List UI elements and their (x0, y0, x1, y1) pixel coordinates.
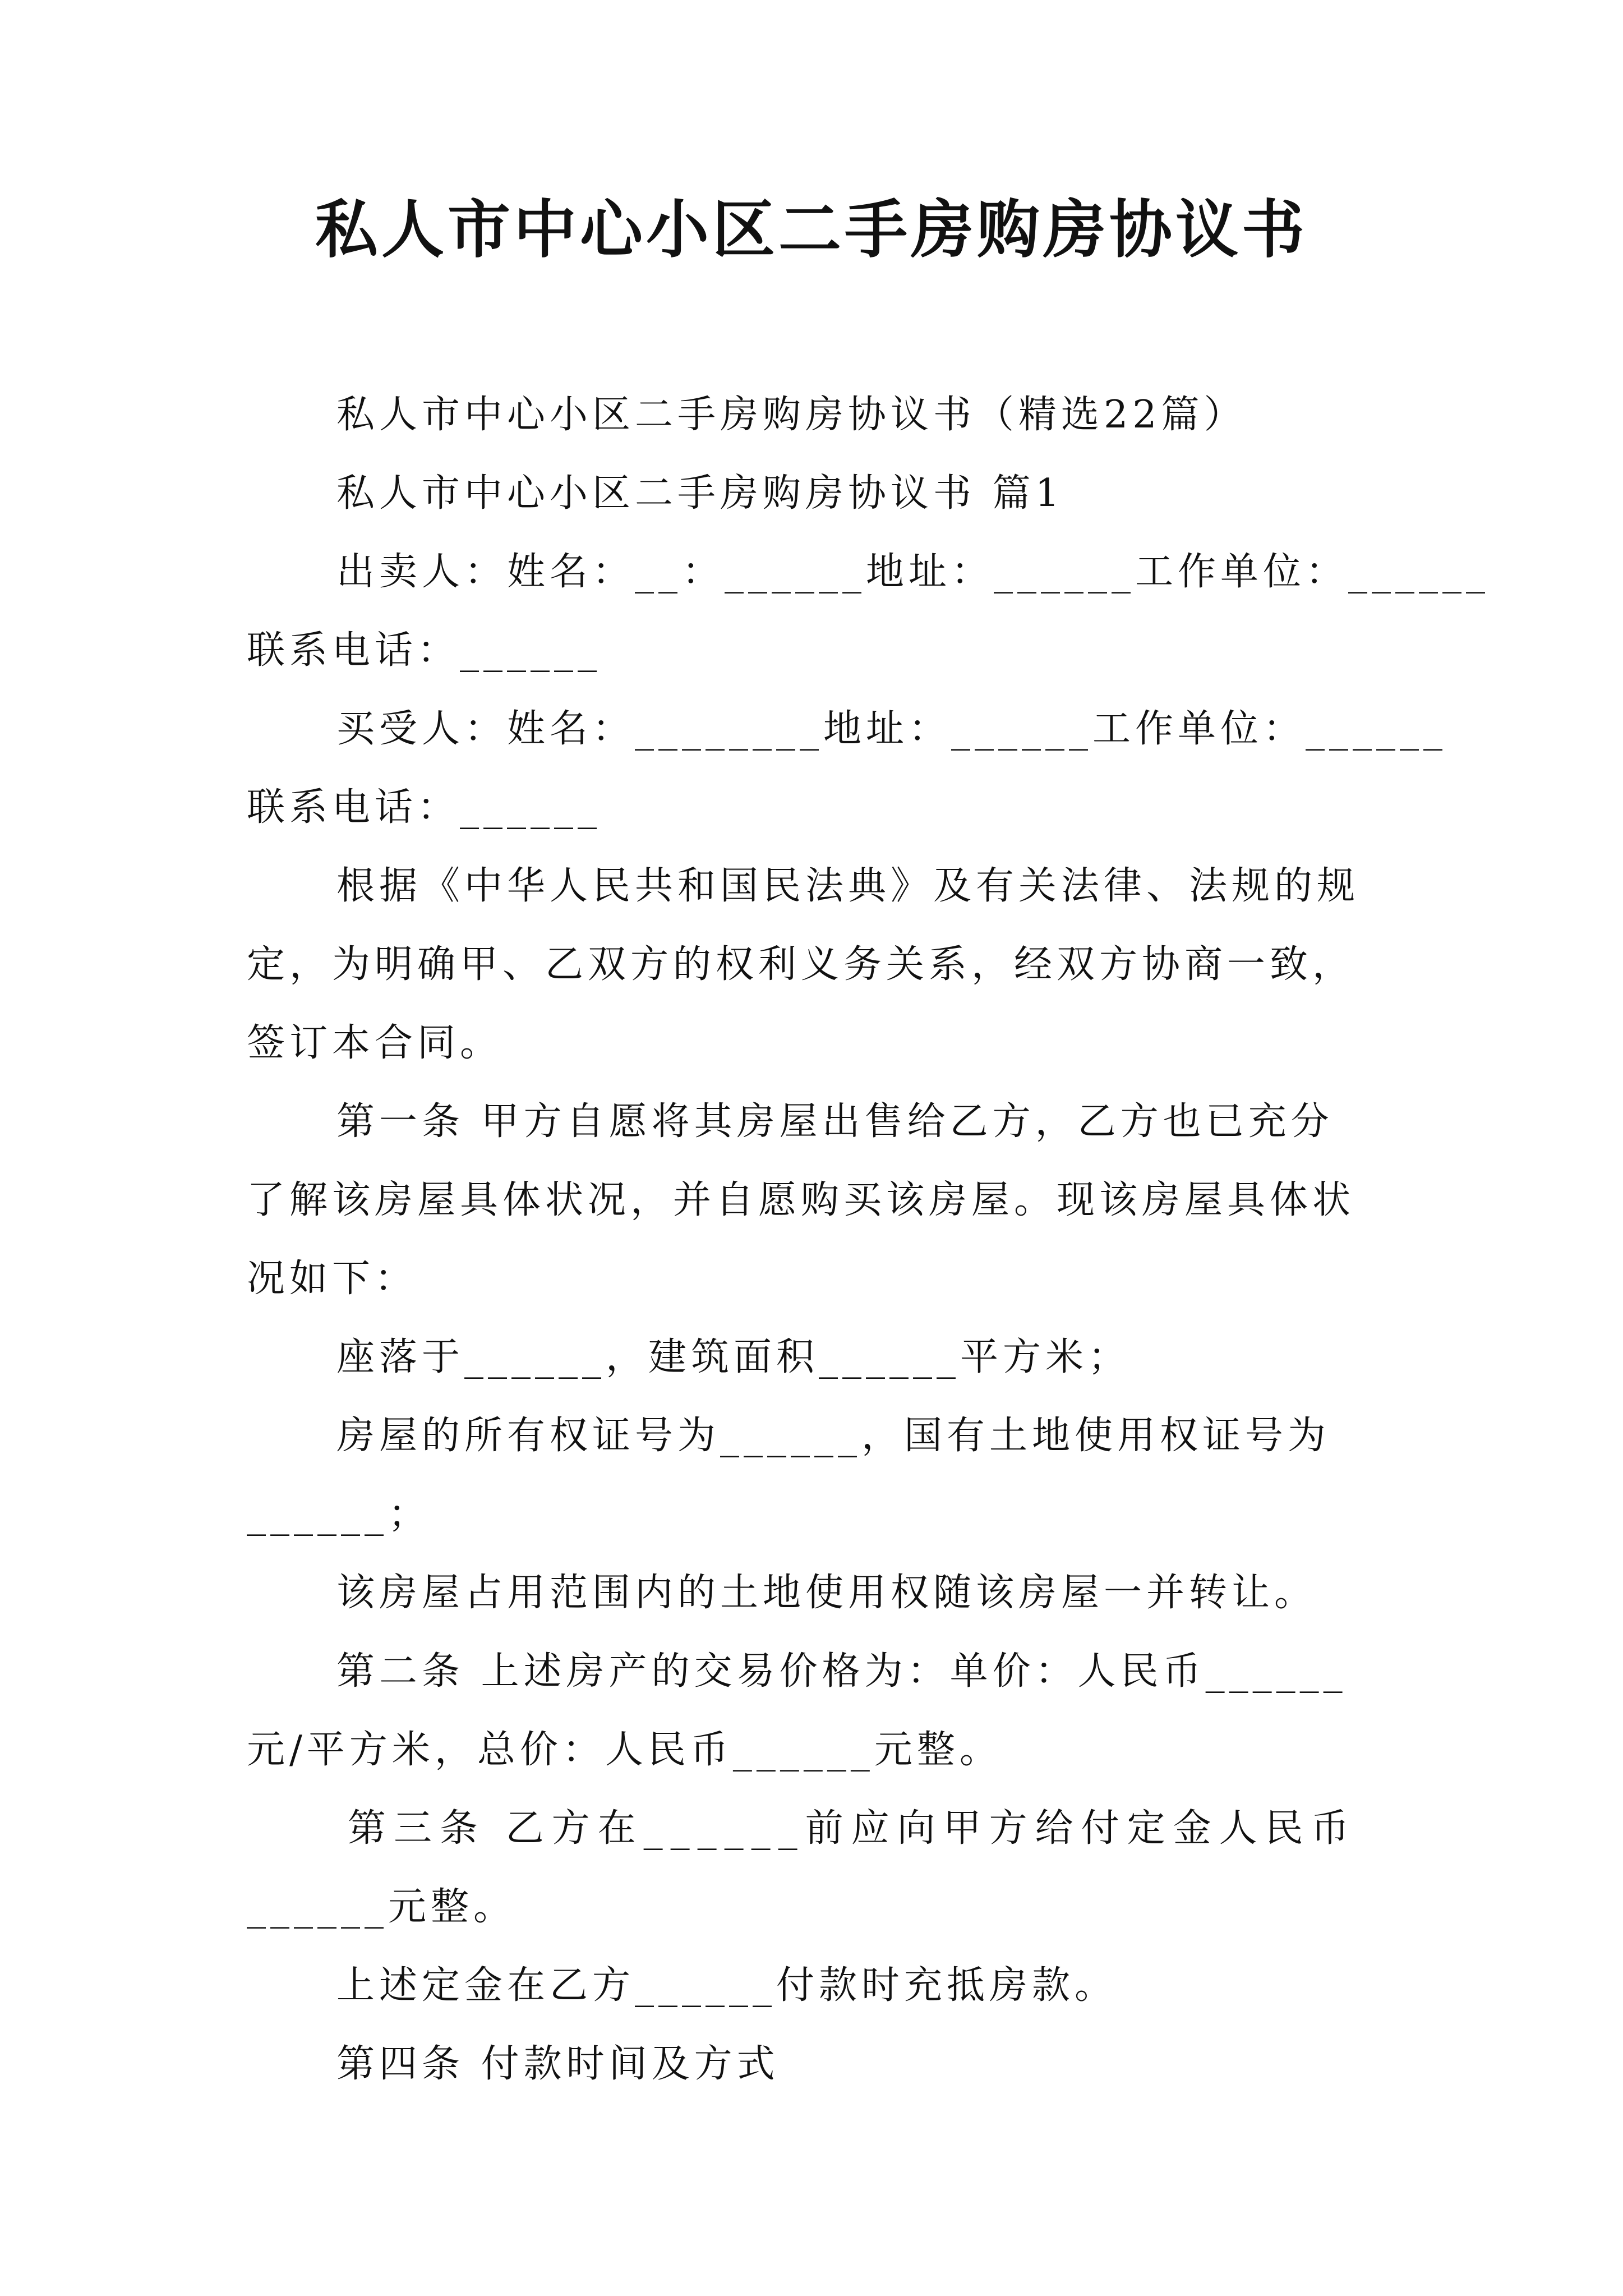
paragraph-line: 上述定金在乙方______付款时充抵房款。 (336, 1963, 1118, 2008)
paragraph-line: 房屋的所有权证号为______，国有土地使用权证号为 (336, 1414, 1331, 1458)
paragraph-line: 况如下： (247, 1257, 418, 1301)
paragraph-line: 该房屋占用范围内的土地使用权随该房屋一并转让。 (336, 1571, 1317, 1615)
section-heading: 私人市中心小区二手房购房协议书 篇1 (336, 471, 1064, 516)
paragraph-line: 了解该房屋具体状况，并自愿购买该房屋。现该房屋具体状 (247, 1178, 1355, 1222)
seller-info-line: 出卖人：姓名：__：______地址：______工作单位：______ (336, 550, 1490, 594)
article-4-line: 第四条 付款时间及方式 (336, 2042, 780, 2086)
paragraph-line: ______； (247, 1492, 431, 1536)
subtitle-line: 私人市中心小区二手房购房协议书（精选22篇） (336, 393, 1247, 437)
paragraph-line: 根据《中华人民共和国民法典》及有关法律、法规的规 (336, 864, 1360, 908)
article-2-line: 第二条 上述房产的交易价格为：单价：人民币______ (336, 1649, 1347, 1694)
seller-phone-line: 联系电话：______ (247, 628, 602, 673)
buyer-phone-line: 联系电话：______ (247, 785, 602, 830)
paragraph-line: 座落于______，建筑面积______平方米； (336, 1335, 1131, 1379)
article-3-line: 第三条 乙方在______前应向甲方给付定金人民币 (348, 1806, 1357, 1851)
paragraph-line: 签订本合同。 (247, 1021, 503, 1065)
article-1-line: 第一条 甲方自愿将其房屋出售给乙方，乙方也已充分 (336, 1099, 1334, 1144)
document-title: 私人市中心小区二手房购房协议书 (315, 193, 1308, 266)
paragraph-line: 定，为明确甲、乙双方的权利义务关系，经双方协商一致， (247, 942, 1355, 987)
paragraph-line: ______元整。 (247, 1885, 517, 1929)
paragraph-line: 元/平方米，总价：人民币______元整。 (247, 1728, 1002, 1772)
buyer-info-line: 买受人：姓名：________地址：______工作单位：______ (336, 707, 1447, 751)
